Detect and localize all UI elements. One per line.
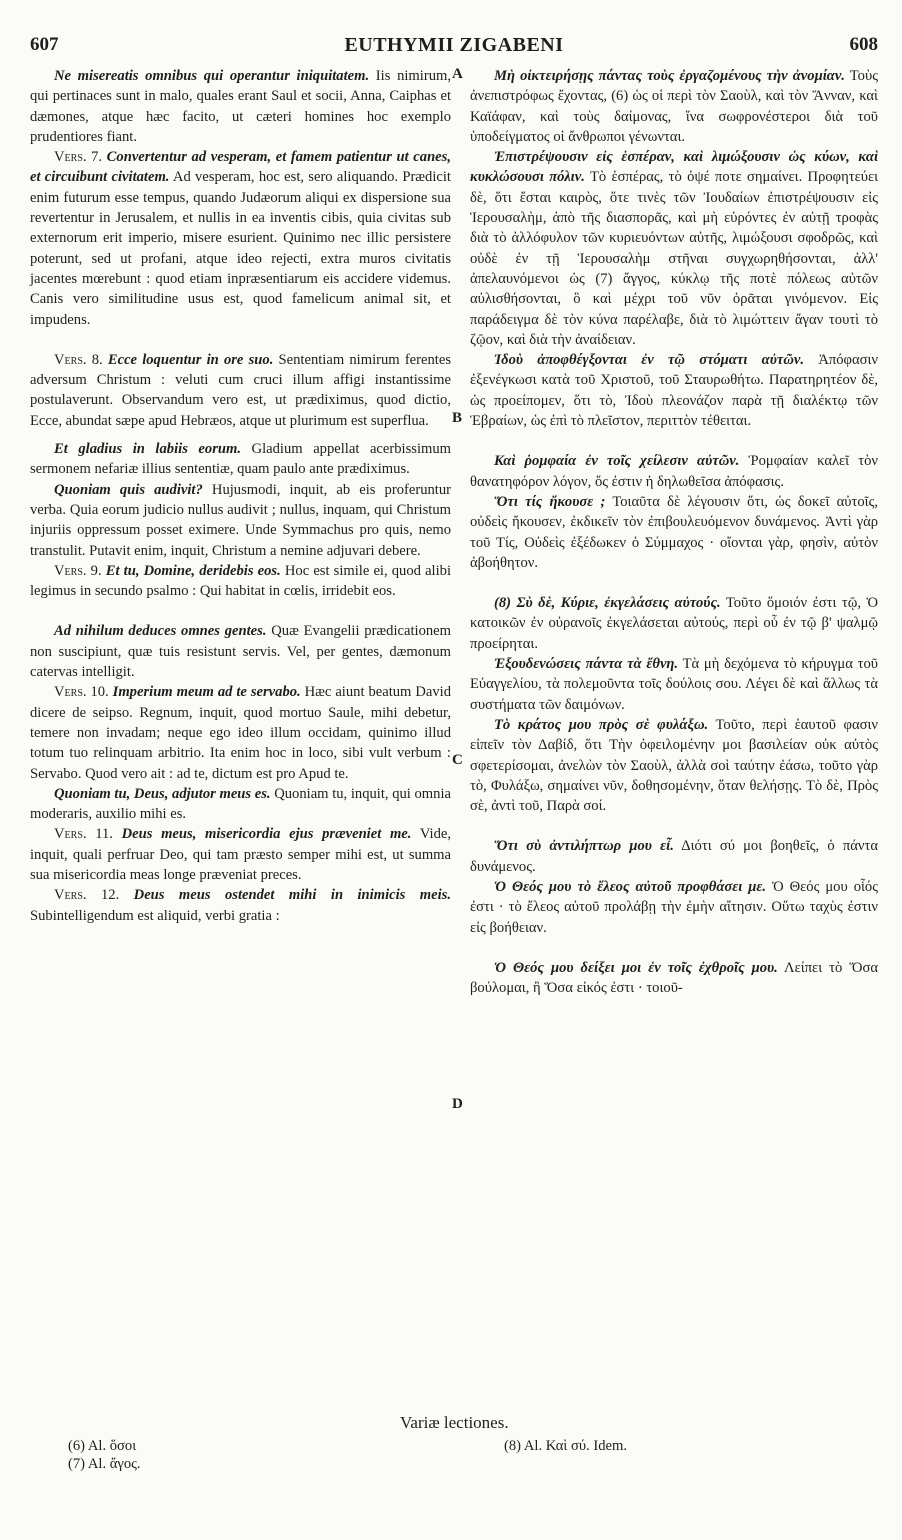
verse-marker: Vers. 8. bbox=[54, 351, 103, 368]
margin-marker-c: C bbox=[452, 752, 463, 768]
margin-marker-a: A bbox=[452, 66, 463, 82]
greek-column bbox=[470, 66, 878, 998]
latin-commentary: Iis nimirum, qui pertinaces sunt in malo, quales erant Saul et socii, Anna, Caiphas et dæmones, atque hæc facito, ut cæteri homines hoc exemplo prudentiores fiant. bbox=[30, 68, 451, 145]
latin-lemma: Imperium meum ad te servabo. bbox=[108, 684, 301, 701]
greek-lemma: Ὁ Θεός μου τὸ ἔλεος αὐτοῦ προφθάσει με. bbox=[494, 878, 767, 895]
greek-paragraph bbox=[470, 654, 878, 715]
variae-lectiones-heading: Variæ lectiones. bbox=[400, 1413, 509, 1432]
greek-commentary: Ἀπόφασιν ἐξενέγκωσι κατὰ τοῦ Χριστοῦ, τοῦ Σταυρωθήτω. Παρατηρητέον δὲ, ὡς προείπομεν, ὅτι τὸ, Ἰδοὺ πλεονάζον παρὰ τῇ διαλέκτῳ τῶν Ἑβραίων, ὡς ἐπὶ τὸ πλεῖστον, περιττὸν τέθειται. bbox=[470, 352, 878, 430]
greek-paragraph bbox=[470, 451, 878, 492]
latin-lemma: Ad nihilum deduces omnes gentes. bbox=[54, 623, 267, 640]
latin-lemma: Quoniam tu, Deus, adjutor meus es. bbox=[54, 785, 271, 802]
latin-lemma: Convertentur ad vesperam, et famem patientur ut canes, et circuibunt civitatem. bbox=[30, 149, 451, 186]
latin-lemma: Deus meus ostendet mihi in inimicis meis. bbox=[119, 887, 452, 904]
verse-marker: Vers. 10. bbox=[54, 684, 109, 701]
latin-commentary: Hæc aiunt beatum David dicere de seipso. Regnum, inquit, quod mortuo Saule, mihi debetur, temere non invadam; neque ego ideo illum occidam, quinimo illud totum tuo relinquam arbitrio. Ita enim hoc in loco, sibi vult verbum : Servabo. Quod vero ait : ad te, dictum est pro Apud te. bbox=[30, 684, 452, 782]
latin-commentary: Hoc est simile ei, quod alibi legimus in secundo psalmo : Qui habitat in cœlis, irridebit eos. bbox=[30, 562, 452, 600]
verse-marker: Vers. 9. bbox=[54, 562, 102, 579]
greek-lemma: Ἐξουδενώσεις πάντα τὰ ἔθνη. bbox=[494, 656, 679, 673]
greek-lemma: Ἰδοὺ ἀποφθέγξονται ἐν τῷ στόματι αὐτῶν. bbox=[494, 352, 805, 369]
greek-lemma: Τὸ κράτος μου πρὸς σὲ φυλάξω. bbox=[494, 716, 709, 733]
footnote: (7) Al. ἄγος. bbox=[68, 1456, 141, 1472]
greek-paragraph bbox=[470, 715, 878, 816]
latin-lemma: Ecce loquentur in ore suo. bbox=[102, 351, 274, 368]
verse-marker: Vers. 7. bbox=[54, 149, 103, 166]
greek-commentary: Τὰ μὴ δεχόμενα τὸ κήρυγμα τοῦ Εὐαγγελίου, τὰ πολεμοῦντα τοῖς δούλοις σου. Λέγει δὲ καὶ ἄλλως τὰ συστήματα τῶν δαιμόνων. bbox=[470, 656, 878, 713]
latin-commentary: Ad vesperam, hoc est, sero aliquando. Prædicit enim futurum esse tempus, quando Judæorum aliqui ex dispersione sua revertentur in Jerusalem, et nullis in ea inventis cibis, quia civitas sub externorum erit imperio, misere esurient. Quinimo nec illic persistere poterunt, sed ut profani, atque ideo rejecti, extra muros civitatis jacentes mœrebunt : quod etiam inpræsentiarum eis accidere videmus. Canis vero similitudine usus est, quod famelicum animal sit, et impudens. bbox=[30, 169, 451, 328]
greek-paragraph bbox=[470, 958, 878, 999]
latin-commentary: Subintelligendum est aliquid, verbi gratia : bbox=[30, 907, 280, 924]
greek-paragraph bbox=[470, 593, 878, 654]
greek-commentary: Ὁ Θεός μου οἷός ἐστι · τὸ ἔλεος αὐτοῦ προλάβῃ τὴν ἐμὴν αἴτησιν. Οὕτω ταχὺς ἐστιν εἰς βοήθειαν. bbox=[470, 878, 879, 936]
greek-lemma: Ὅτι τίς ἤκουσε ; bbox=[494, 493, 606, 510]
greek-paragraph bbox=[470, 350, 878, 431]
footnotes-left bbox=[68, 1437, 141, 1473]
left-page-number: 607 bbox=[30, 34, 59, 55]
greek-commentary: Τοὺς ἀνεπιστρόφως ἔχοντας, (6) ὡς οἱ περὶ τὸν Σαοὺλ, καὶ τὸν Ἄνναν, καὶ Καϊάφαν, καὶ τοὺς δαίμονας, ἵνα σωφρονέστεροι διὰ τοῦ ὑποδείγματος οἱ ἄνθρωποι γένωνται. bbox=[470, 68, 878, 145]
margin-marker-b: B bbox=[452, 410, 463, 426]
latin-paragraph bbox=[30, 682, 451, 783]
footnote: (8) Al. Καὶ σύ. Idem. bbox=[504, 1438, 627, 1454]
latin-paragraph bbox=[30, 350, 451, 431]
latin-paragraph bbox=[30, 885, 451, 926]
margin-marker-d: D bbox=[452, 1096, 463, 1112]
latin-commentary: Quæ Evangelii prædicationem non suscipiunt, quæ tuis resistunt servis. Vel, per gentes, dæmonum catervas intelligit. bbox=[30, 623, 451, 681]
latin-lemma: Et tu, Domine, deridebis eos. bbox=[101, 562, 281, 579]
greek-lemma: Ὅτι σὺ ἀντιλήπτωρ μου εἶ. bbox=[494, 838, 674, 855]
latin-commentary: Quoniam tu, inquit, qui omnia moderaris, auxilio mihi es. bbox=[30, 785, 451, 823]
greek-lemma: Καὶ ῥομφαία ἐν τοῖς χείλεσιν αὐτῶν. bbox=[494, 453, 740, 470]
latin-paragraph bbox=[30, 66, 451, 147]
greek-lemma: Ὁ Θεός μου δείξει μοι ἐν τοῖς ἐχθροῖς μου. bbox=[494, 959, 778, 976]
greek-commentary: Ῥομφαίαν καλεῖ τὸν θανατηφόρον λόγον, ὅς ἐστιν ἡ δηλωθεῖσα ἀπόφασις. bbox=[470, 453, 878, 490]
latin-commentary: Vide, inquit, quali perfruar Deo, qui tam præsto semper mihi est, ut summa sua misericordia meas longe præveniat preces. bbox=[30, 826, 451, 883]
latin-paragraph bbox=[30, 147, 451, 330]
latin-commentary: Hujusmodi, inquit, ab eis proferuntur verba. Quia eorum judicio nullus audivit ; nullus, inquam, qui Christum injuriis oppressum posset eximere. Unde Symmachus pro quis, nemo transtulit. Putavit enim, inquit, Christum a nemine adjuvari debere. bbox=[30, 481, 451, 559]
greek-paragraph bbox=[470, 492, 878, 573]
greek-commentary: Τοιαῦτα δὲ λέγουσιν ὅτι, ὡς δοκεῖ αὐτοῖς, οὐδεὶς ἤκουσεν, ἐκδικεῖν τὸν ἐπιβουλευόμενον δυνάμενος. Ἀντὶ γὰρ τοῦ Τίς, Οὐδεὶς ἐξέδωκεν ὁ Σύμμαχος · οἴονται γὰρ, φησὶν, αὐτὸν ἀβοήθητον. bbox=[470, 493, 879, 571]
latin-lemma: Ne misereatis omnibus qui operantur iniquitatem. bbox=[54, 68, 370, 84]
latin-paragraph bbox=[30, 621, 451, 682]
latin-column bbox=[30, 66, 451, 926]
latin-commentary: Gladium appellat acerbissimum sermonem nefariæ illius sententiæ, quam paulo ante prædiximus. bbox=[30, 441, 451, 478]
greek-lemma: Μὴ οἰκτειρήσῃς πάντας τοὺς ἐργαζομένους τὴν ἀνομίαν. bbox=[494, 68, 845, 84]
greek-lemma: Ἐπιστρέψουσιν εἰς ἑσπέραν, καὶ λιμώξουσιν ὡς κύων, καὶ κυκλώσουσι πόλιν. bbox=[470, 149, 878, 186]
latin-paragraph bbox=[30, 824, 451, 885]
latin-lemma: Et gladius in labiis eorum. bbox=[54, 441, 241, 458]
footnotes-right bbox=[504, 1437, 627, 1455]
greek-paragraph bbox=[470, 147, 878, 350]
greek-commentary: Τοῦτο ὅμοιόν ἐστι τῷ, Ὁ κατοικῶν ἐν οὐρανοῖς ἐκγελάσεται αὐτούς, περὶ οὗ ἐν τῷ β' ψαλμῷ προείρηται. bbox=[470, 595, 879, 652]
verse-marker: Vers. 12. bbox=[54, 887, 120, 904]
greek-paragraph bbox=[470, 836, 878, 877]
greek-commentary: Λείπει τὸ Ὅσα βούλομαι, ἢ Ὅσα εἰκός ἐστι · τοιοῦ- bbox=[470, 959, 878, 997]
footnote: (6) Al. ὅσοι bbox=[68, 1438, 137, 1454]
latin-paragraph bbox=[30, 784, 451, 825]
greek-paragraph bbox=[470, 877, 878, 938]
greek-commentary: Τοῦτο, περὶ ἑαυτοῦ φασιν εἰπεῖν τὸν Δαβίδ, ὅτι Τὴν ὀφειλομένην μοι βασιλείαν οὐκ αὐτὸς σφετερίσομαι, ἀνελὼν τὸν Σαοὺλ, ἀλλὰ σοὶ ταύτην ἐάσω, τοῦτο γὰρ τὸ, Φυλάξω, σημαίνει νῦν, δοθησομένην, ὅταν θελήσῃς. Τὸ δὲ, Πρὸς σὲ, ἀντὶ τοῦ, Παρὰ σοί. bbox=[470, 716, 878, 815]
latin-paragraph bbox=[30, 480, 451, 561]
latin-paragraph bbox=[30, 439, 451, 480]
greek-commentary: Διότι σύ μοι βοηθεῖς, ὁ πάντα δυνάμενος. bbox=[470, 838, 878, 875]
running-title: EUTHYMII ZIGABENI bbox=[344, 34, 564, 56]
verse-marker: Vers. 11. bbox=[54, 826, 113, 843]
page-header bbox=[30, 34, 878, 58]
right-page-number: 608 bbox=[849, 34, 878, 55]
latin-commentary: Sententiam nimirum ferentes adversum Christum : veluti cum cruci illum affigi instantissime postulaverunt. Observandum vero est, ut prædiximus, quod dictio, Ecce, abundat sæpe apud Hebræos, atque ut plurimum est superflua. bbox=[30, 351, 452, 429]
greek-lemma: (8) Σὺ δὲ, Κύριε, ἐκγελάσεις αὐτούς. bbox=[494, 595, 721, 612]
greek-commentary: Τὸ ἑσπέρας, τὸ ὀψέ ποτε σημαίνει. Προφητεύει δὲ, ὅτι ἔσται καιρὸς, ὅτε τινὲς τῶν Ἰουδαίων ἐπιστρέψουσιν εἰς Ἱερουσαλὴμ, ἀπὸ τῆς διασπορᾶς, καὶ μὴ εὑρόντες ἐν αὐτῇ τροφὰς διὰ τὸ ἀλλόφυλον τῶν κυριευόντων αὐτῆς, λιμώξουσι σφοδρῶς, καὶ οὐδὲ ἐν τῇ Ἱερουσαλὴμ στῆναι συγχωρηθήσονται, ἀλλ' ἀπελαυνόμενοι ὡς (7) ἄγγος, κύκλῳ τῆς ποτὲ πόλεως αὐτῶν αὐλισθήσονται, ὃ καὶ μέχρι τοῦ νῦν ὁρᾶται γινόμενον. Εἰς παράδειγμα δὲ τὸν κύνα παρέλαβε, διὰ τὸ λιμώττειν ἄγαν τουτὶ τὸ ζῷον, καὶ διὰ τὴν ἀναίδειαν. bbox=[470, 169, 879, 348]
latin-paragraph bbox=[30, 561, 451, 602]
greek-paragraph bbox=[470, 66, 878, 147]
latin-lemma: Deus meus, misericordia ejus præveniet me. bbox=[112, 826, 412, 843]
latin-lemma: Quoniam quis audivit? bbox=[54, 481, 203, 498]
